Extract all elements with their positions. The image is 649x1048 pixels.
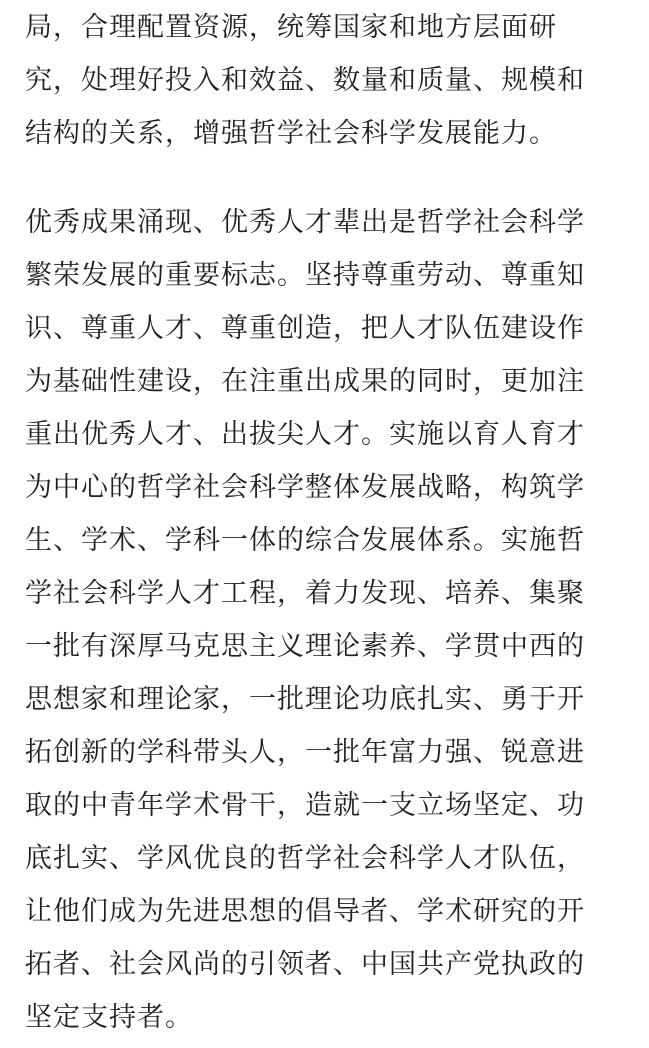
paragraph-spacer [25,160,625,196]
text-line: 局，合理配置资源，统筹国家和地方层面研 [25,12,557,43]
text-line: 究，处理好投入和效益、数量和质量、规模和 [25,65,585,96]
text-line: 识、尊重人才、尊重创造，把人才队伍建设作 [25,313,585,344]
text-line: 取的中青年学术骨干，造就一支立场坚定、功 [25,790,585,821]
text-line: 生、学术、学科一体的综合发展体系。实施哲 [25,525,585,556]
paragraph-1 [25,0,625,160]
text-line: 优秀成果涌现、优秀人才辈出是哲学社会科学 [25,207,585,238]
text-line: 思想家和理论家，一批理论功底扎实、勇于开 [25,684,585,715]
text-line: 拓者、社会风尚的引领者、中国共产党执政的 [25,949,585,980]
text-line: 学社会科学人才工程，着力发现、培养、集聚 [25,578,585,609]
text-line: 坚定支持者。 [25,1002,193,1033]
text-line: 让他们成为先进思想的倡导者、学术研究的开 [25,896,585,927]
text-line: 为中心的哲学社会科学整体发展战略，构筑学 [25,472,585,503]
text-line: 拓创新的学科带头人，一批年富力强、锐意进 [25,737,585,768]
article-body [25,0,625,1044]
text-line: 重出优秀人才、出拔尖人才。实施以育人育才 [25,419,585,450]
text-line: 结构的关系，增强哲学社会科学发展能力。 [25,118,557,149]
text-line: 为基础性建设，在注重出成果的同时，更加注 [25,366,585,397]
text-line: 底扎实、学风优良的哲学社会科学人才队伍， [25,843,585,874]
paragraph-2 [25,196,625,1044]
text-line: 一批有深厚马克思主义理论素养、学贯中西的 [25,631,585,662]
text-line: 繁荣发展的重要标志。坚持尊重劳动、尊重知 [25,260,585,291]
